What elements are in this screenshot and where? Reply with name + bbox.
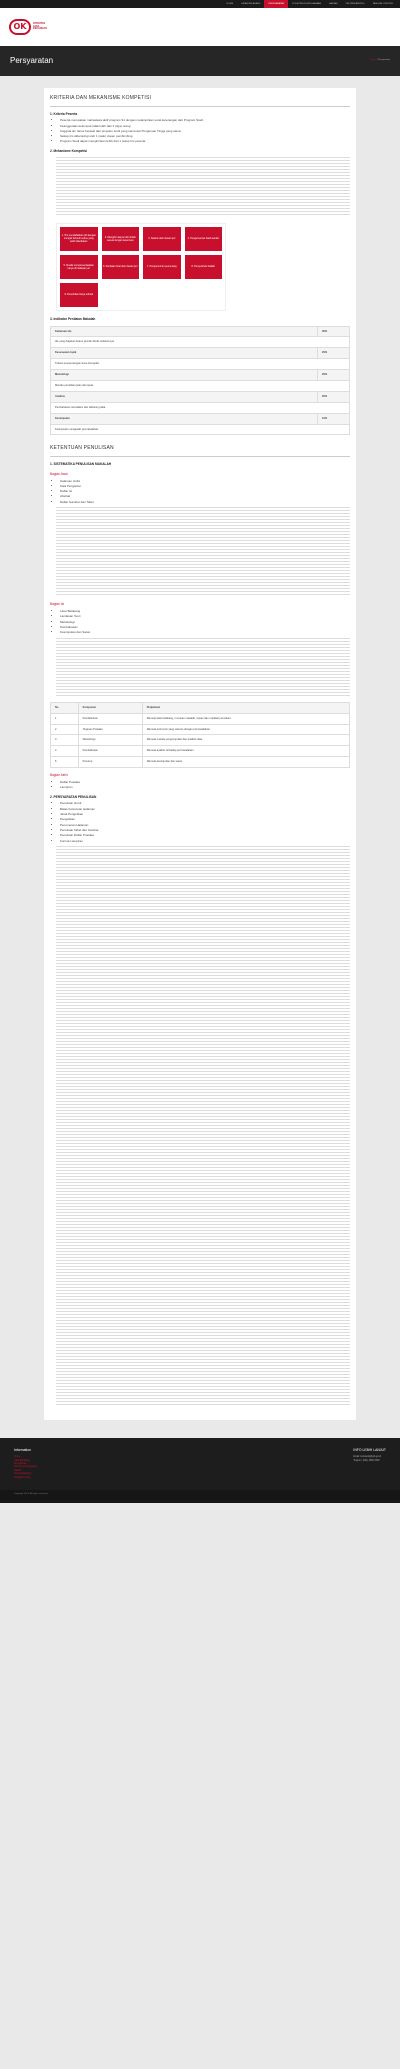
list-item: • Abstrak: [60, 494, 350, 499]
subheading-bagian-awal: Bagian Awal: [50, 471, 68, 476]
table-cell: Kesimpulan menjawab permasalahan.: [51, 424, 350, 435]
page-title-bar: [0, 46, 400, 76]
list-item: • Keanggotaan kelompok tidak lebih dari 3 (tiga) orang.: [60, 124, 350, 129]
table-cell: Pembahasan mendalam dan didukung data.: [51, 402, 350, 413]
footer-link-tim[interactable]: Tim Pendamping: [14, 1473, 32, 1476]
column-header: Komponen: [78, 702, 142, 713]
brand-bar: [0, 8, 400, 46]
flow-step: 7. Pengumuman pemenang: [143, 255, 181, 279]
list-item: • Pengetikan: [60, 817, 350, 822]
subheading-sistematika: 1. SISTEMATIKA PENULISAN MAKALAH: [50, 461, 112, 466]
table-row: [51, 348, 350, 359]
page-title: Persyaratan: [10, 56, 54, 65]
logo-line: KEUANGAN: [33, 27, 47, 31]
table-cell: 10%: [318, 413, 350, 424]
list-item: • Daftar Pustaka: [60, 780, 350, 785]
footer-info-title: Information: [14, 1448, 31, 1453]
table-cell: Memuat teori-teori yang relevan dengan permasalahan.: [142, 724, 349, 735]
table-cell: 20%: [318, 370, 350, 381]
list-item: • Kata Pengantar: [60, 484, 350, 489]
footer-link-pola[interactable]: Pola Penyelenggaraan: [14, 1466, 38, 1469]
breadcrumb: [371, 59, 390, 62]
list-item: • Landasan Teori: [60, 614, 350, 619]
evaluation-table: [50, 326, 350, 436]
table-cell: 1: [51, 713, 79, 724]
table-row: [51, 337, 350, 348]
table-cell: 2: [51, 724, 79, 735]
footer-link-latar[interactable]: Latar Belakang: [14, 1459, 30, 1462]
list-item: • Anggota tim harus berasal dari program studi yang sama dari Perguruan Tinggi yang sama.: [60, 129, 350, 134]
table-row: [51, 424, 350, 435]
text-placeholder: [56, 846, 350, 1406]
list-item: • Penomoran Halaman: [60, 823, 350, 828]
subheading-mekanisme: 2. Mekanisme Kompetisi: [50, 148, 88, 153]
subheading-bagian-akhir: Bagian Akhir: [50, 773, 68, 778]
flow-step: 9. Penerbitan karya terbaik: [60, 283, 98, 307]
table-cell: Kesimpulan: [51, 413, 318, 424]
table-row: [51, 391, 350, 402]
table-row: [51, 381, 350, 392]
breadcrumb-home-link[interactable]: Home: [370, 59, 377, 62]
flow-step: 6. Penilaian final oleh dewan juri: [102, 255, 140, 279]
footer-info-column: [14, 1448, 37, 1490]
nav-item-tanggal[interactable]: TANGGAL PENTING: [372, 3, 393, 5]
flow-step: 2. Mengirim karya tulis ilmiah sesuai dengan ketentuan: [102, 227, 140, 251]
table-row: [51, 735, 350, 746]
flow-step: 1. Tim mendaftarkan diri dengan mengisi formulir online yang telah disediakan: [60, 227, 98, 251]
table-cell: Kesesuaian topik: [51, 348, 318, 359]
table-row: [51, 713, 350, 724]
table-cell: Tinjauan Pustaka: [78, 724, 142, 735]
list-item: • Metodologi: [60, 620, 350, 625]
list-item: • Daftar Isi: [60, 489, 350, 494]
table-row: [51, 402, 350, 413]
logo-text: [33, 23, 47, 32]
nav-item-home[interactable]: HOME: [226, 3, 234, 5]
table-cell: 3: [51, 735, 79, 746]
bagian-akhir-list: [50, 780, 350, 790]
list-item: • Pembahasan: [60, 625, 350, 630]
table-row: [51, 359, 350, 370]
footer-link-tanggal[interactable]: Tanggal Penting: [14, 1476, 31, 1479]
table-cell: Metodologi: [78, 735, 142, 746]
list-item: • Kesimpulan dan Saran: [60, 630, 350, 635]
text-placeholder: [56, 638, 350, 698]
footer-link-home[interactable]: Home: [14, 1456, 21, 1459]
table-row: [51, 757, 350, 768]
table-cell: Pembahasan: [78, 746, 142, 757]
nav-item-pola[interactable]: POLA PENYELENGGARAAN: [292, 3, 322, 5]
nav-item-latar-belakang[interactable]: LATAR BELAKANG: [241, 3, 261, 5]
list-item: • Peserta merupakan mahasiswa aktif program S1 dengan melampirkan surat keterangan dari Program Studi.: [60, 118, 350, 123]
copyright: Copyright 2014. All rights reserved.: [0, 1490, 400, 1503]
section-title-kriteria: KRITERIA DAN MEKANISME KOMPETISI: [50, 95, 350, 107]
list-item: • Jarak Pengetikan: [60, 812, 350, 817]
flow-step: 5. Finalis mempresentasikan karya di hadapan juri: [60, 255, 98, 279]
table-cell: Tulisan sesuai dengan tema kompetisi.: [51, 359, 350, 370]
table-cell: 30%: [318, 326, 350, 337]
flow-step: 4. Pengumuman hasil seleksi: [185, 227, 223, 251]
table-cell: 20%: [318, 391, 350, 402]
table-cell: Analisis: [51, 391, 318, 402]
nav-item-hadiah[interactable]: HADIAH: [329, 3, 338, 5]
table-cell: Memuat metode pengumpulan dan analisis data.: [142, 735, 349, 746]
subheading-bagian-isi: Bagian Isi: [50, 602, 64, 607]
flow-step: 3. Seleksi oleh dewan juri: [143, 227, 181, 251]
table-cell: Memuat analisis terhadap permasalahan.: [142, 746, 349, 757]
text-placeholder: [56, 507, 350, 597]
table-cell: 4: [51, 746, 79, 757]
list-item: • Penulisan Huruf: [60, 801, 350, 806]
top-nav: [0, 0, 400, 8]
logo-icon[interactable]: OK: [9, 19, 31, 35]
list-item: • Batas Ketentuan Halaman: [60, 807, 350, 812]
table-cell: 20%: [318, 348, 350, 359]
table-row: [51, 413, 350, 424]
mechanism-flowchart: [56, 223, 226, 311]
table-cell: Kebaruan ide: [51, 326, 318, 337]
table-cell: Penutup: [78, 757, 142, 768]
persyaratan-list: [50, 801, 350, 843]
list-item: • Program Studi dapat mengirimkan lebih dari 1 (satu) tim peserta.: [60, 139, 350, 144]
table-cell: Metodologi: [51, 370, 318, 381]
table-cell: Memuat kesimpulan dan saran.: [142, 757, 349, 768]
text-placeholder: [56, 157, 350, 217]
subheading-kriteria-peserta: 1. Kriteria Peserta: [50, 111, 78, 116]
subheading-indikator: 3. Indikator Penilaian Makalah: [50, 316, 96, 321]
subheading-persyaratan-penulisan: 2. PERSYARATAN PENULISAN: [50, 794, 97, 799]
footer-contact-title: INFO LEBIH LANJUT: [353, 1448, 386, 1453]
list-item: • Penulisan Tabel dan Gambar: [60, 828, 350, 833]
column-header: Penjelasan: [142, 702, 349, 713]
main-content: [44, 88, 356, 1420]
bagian-isi-list: [50, 609, 350, 635]
nav-item-persyaratan[interactable]: PERSYARATAN: [264, 0, 288, 8]
contact-email[interactable]: Email: kompetisi@ojk.go.id: [353, 1456, 382, 1459]
list-item: • Lampiran: [60, 785, 350, 790]
table-cell: Memuat latar belakang, rumusan masalah, tujuan dan manfaat penulisan.: [142, 713, 349, 724]
logo-line: OTORITAS: [33, 21, 46, 25]
list-item: • Halaman Judul: [60, 479, 350, 484]
footer: [0, 1438, 400, 1490]
table-row: [51, 370, 350, 381]
column-header: No: [51, 702, 79, 713]
table-header-row: [51, 702, 350, 713]
contact-phone: Telepon: (021) 2960 0000: [353, 1459, 380, 1462]
breadcrumb-separator: /: [376, 59, 379, 62]
nav-item-tim[interactable]: TIM PENDAMPING: [345, 3, 365, 5]
table-row: [51, 724, 350, 735]
table-cell: Pendahuluan: [78, 713, 142, 724]
footer-link-hadiah[interactable]: Hadiah: [14, 1469, 22, 1472]
table-cell: 5: [51, 757, 79, 768]
list-item: • Latar Belakang: [60, 609, 350, 614]
list-item: • Penulisan Daftar Pustaka: [60, 833, 350, 838]
table-cell: Metode penelitian jelas dan tepat.: [51, 381, 350, 392]
list-item: • Format Lampiran: [60, 839, 350, 844]
table-row: [51, 326, 350, 337]
footer-contact-column: [353, 1448, 386, 1490]
section-title-ketentuan: KETENTUAN PENULISAN: [50, 445, 350, 457]
table-cell: Ide yang diajukan belum pernah ditulis sebelumnya.: [51, 337, 350, 348]
logo-line: JASA: [33, 24, 40, 28]
bagian-awal-list: [50, 479, 350, 505]
list-item: • Daftar Gambar dan Tabel: [60, 500, 350, 505]
flow-step: 8. Penyerahan hadiah: [185, 255, 223, 279]
breadcrumb-current: Persyaratan: [378, 59, 390, 62]
component-table: [50, 702, 350, 768]
table-row: [51, 746, 350, 757]
kriteria-list: [50, 118, 350, 144]
footer-link-persyaratan[interactable]: Persyaratan: [14, 1463, 27, 1466]
list-item: • Setiap tim didampingi oleh 1 (satu) dosen pembimbing.: [60, 134, 350, 139]
